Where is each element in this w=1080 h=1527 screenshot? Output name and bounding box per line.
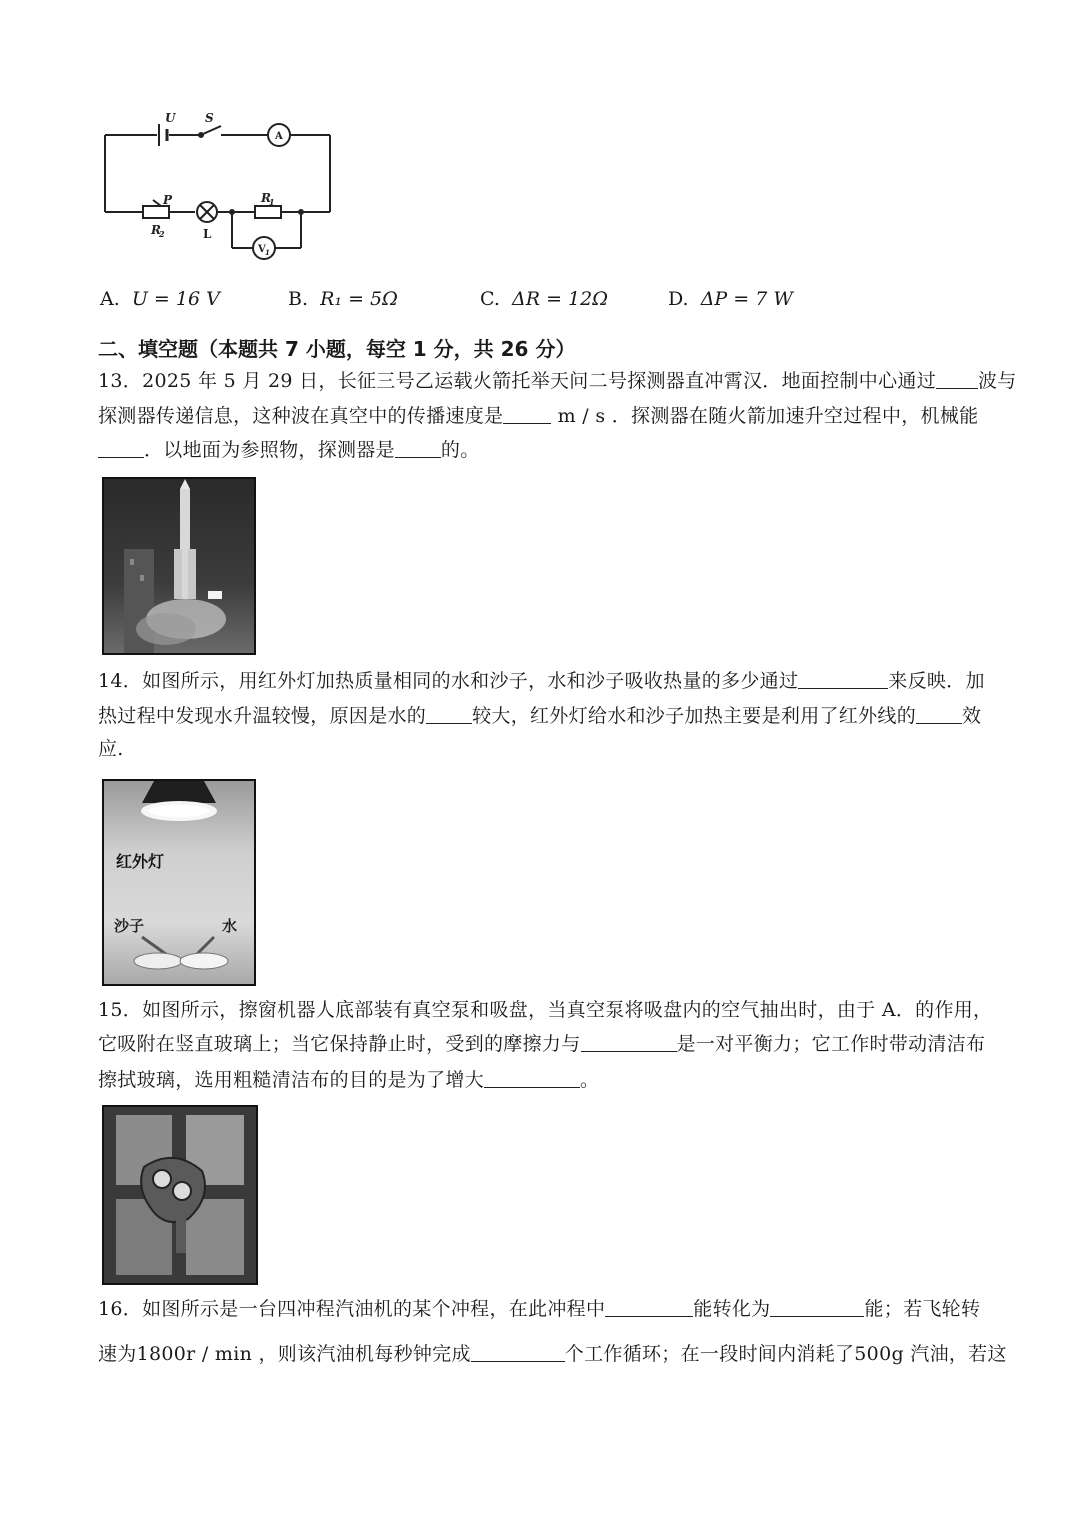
label-v: V — [258, 244, 266, 255]
q13-line-3: ．以地面为参照物，探测器是 的。 — [98, 435, 480, 465]
answer-blank[interactable] — [916, 703, 962, 724]
q15-line-1: 15．如图所示，擦窗机器人底部装有真空泵和吸盘，当真空泵将吸盘内的空气抽出时，由于 A．的作用， — [98, 999, 993, 1021]
section-title: 二、填空题（本题共 7 小题，每空 1 分，共 26 分） — [98, 337, 576, 361]
q14-line-2: 热过程中发现水升温较慢，原因是水的 较大，红外灯给水和沙子加热主要是利用了红外线的 效 — [98, 705, 982, 727]
q15-line-2: 它吸附在竖直玻璃上；当它保持静止时，受到的摩擦力与 是一对平衡力；它工作时带动清洁布 — [98, 1033, 986, 1055]
answer-blank[interactable] — [395, 437, 441, 458]
q14-line-1: 14．如图所示，用红外灯加热质量相同的水和沙子，水和沙子吸收热量的多少通过 来反映．加 — [98, 670, 985, 692]
label-p: P — [163, 193, 173, 207]
window-robot-photo — [102, 1105, 258, 1285]
q16-line-2: 速为1800r / min ，则该汽油机每秒钟完成 个工作循环；在一段时间内消耗了500g 汽油，若这 — [98, 1343, 1007, 1365]
label-r2-sub: 2 — [159, 229, 165, 239]
answer-blank[interactable] — [605, 1296, 693, 1317]
option-a: A. U = 16 V — [100, 288, 220, 310]
label-r1-sub: 1 — [269, 197, 275, 207]
answer-blank[interactable] — [471, 1341, 565, 1362]
answer-blank[interactable] — [798, 668, 888, 689]
option-b: B. R₁ = 5Ω — [288, 288, 398, 310]
answer-blank[interactable] — [426, 703, 472, 724]
q13-line-2: 探测器传递信息，这种波在真空中的传播速度是 m / s ．探测器在随火箭加速升空过程中，机械能 — [98, 405, 979, 427]
label-r1: R — [261, 191, 271, 205]
answer-blank[interactable] — [98, 437, 144, 458]
label-u: U — [165, 111, 176, 125]
label-l: L — [203, 227, 212, 241]
answer-blank[interactable] — [936, 368, 978, 389]
circuit-diagram — [95, 110, 345, 270]
q13-line-1: 13．2025 年 5 月 29 日，长征三号乙运载火箭托举天问二号探测器直冲霄汉．地面控制中心通过 波与 — [98, 370, 1017, 392]
q15-line-3: 擦拭玻璃，选用粗糙清洁布的目的是为了增大 。 — [98, 1069, 600, 1091]
label-v-sub: 1 — [265, 248, 270, 257]
rocket-photo — [102, 477, 256, 655]
label-r2: R — [151, 223, 161, 237]
label-sand: 沙子 — [114, 917, 145, 935]
infrared-lamp-photo — [102, 779, 256, 986]
label-a: A — [275, 131, 283, 142]
option-d: D. ΔP = 7 W — [668, 288, 793, 310]
label-water: 水 — [222, 917, 238, 935]
label-infrared-lamp: 红外灯 — [116, 852, 165, 871]
answer-blank[interactable] — [770, 1296, 864, 1317]
answer-blank[interactable] — [484, 1067, 580, 1088]
q16-line-1: 16．如图所示是一台四冲程汽油机的某个冲程，在此冲程中 能转化为 能；若飞轮转 — [98, 1298, 981, 1320]
q14-line-3: 应. — [98, 738, 124, 760]
answer-blank[interactable] — [503, 403, 551, 424]
label-s: S — [205, 111, 214, 125]
answer-blank[interactable] — [581, 1031, 677, 1052]
option-c: C. ΔR = 12Ω — [480, 288, 608, 310]
